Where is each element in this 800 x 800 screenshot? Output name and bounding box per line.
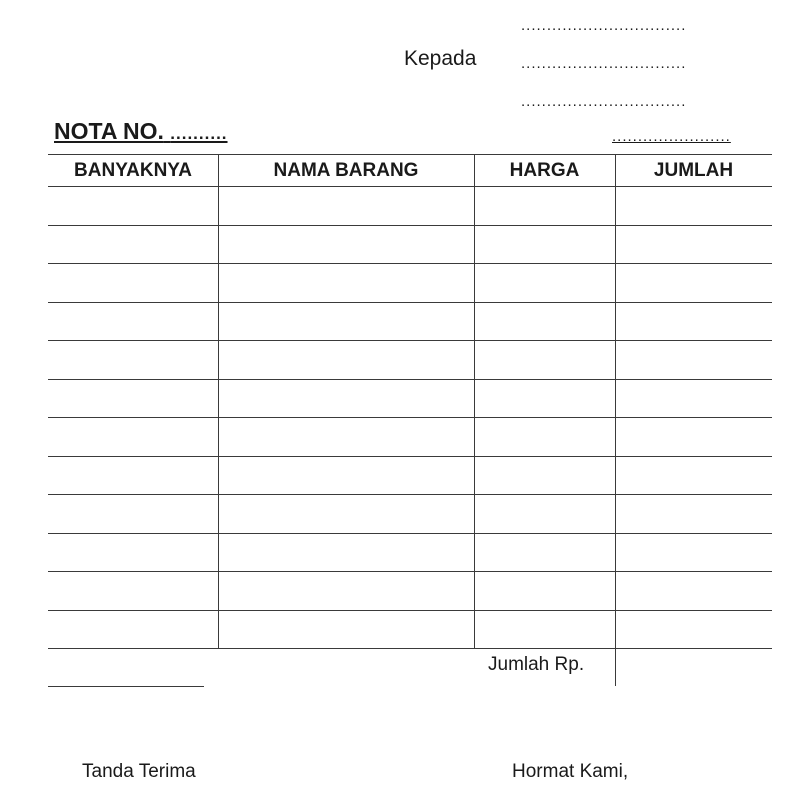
signature-hormat-kami: Hormat Kami, (512, 761, 629, 782)
nota-number-dots: .......... (170, 124, 228, 143)
table-row-border (48, 302, 772, 303)
column-divider (218, 154, 219, 648)
table-row-border (48, 648, 772, 649)
column-header-banyaknya: BANYAKNYA (74, 160, 192, 181)
table-row-border (48, 263, 772, 264)
table-row-border (48, 571, 772, 572)
address-line-1: ................................ (521, 17, 687, 34)
table-row-border (48, 379, 772, 380)
table-row-border (48, 340, 772, 341)
column-header-jumlah: JUMLAH (653, 160, 734, 181)
date-dots: ....................... (612, 128, 731, 145)
table-row-border (48, 417, 772, 418)
kepada-label: Kepada (404, 47, 477, 70)
signature-tanda-terima: Tanda Terima (82, 761, 196, 782)
table-row-border (48, 225, 772, 226)
nota-number (54, 118, 228, 145)
total-underline (48, 686, 204, 687)
table-top-border (48, 154, 772, 155)
column-divider (474, 154, 475, 648)
table-row-border (48, 610, 772, 611)
column-divider (615, 154, 616, 686)
table-row-border (48, 494, 772, 495)
column-header-nama-barang: NAMA BARANG (273, 160, 419, 181)
total-label: Jumlah Rp. (488, 654, 585, 675)
address-line-2: ................................ (521, 55, 687, 72)
nota-label: NOTA NO. (54, 118, 164, 144)
table-header-border (48, 186, 772, 187)
table-row-border (48, 533, 772, 534)
table-row-border (48, 456, 772, 457)
column-header-harga: HARGA (509, 160, 580, 181)
address-line-3: ................................ (521, 93, 687, 110)
